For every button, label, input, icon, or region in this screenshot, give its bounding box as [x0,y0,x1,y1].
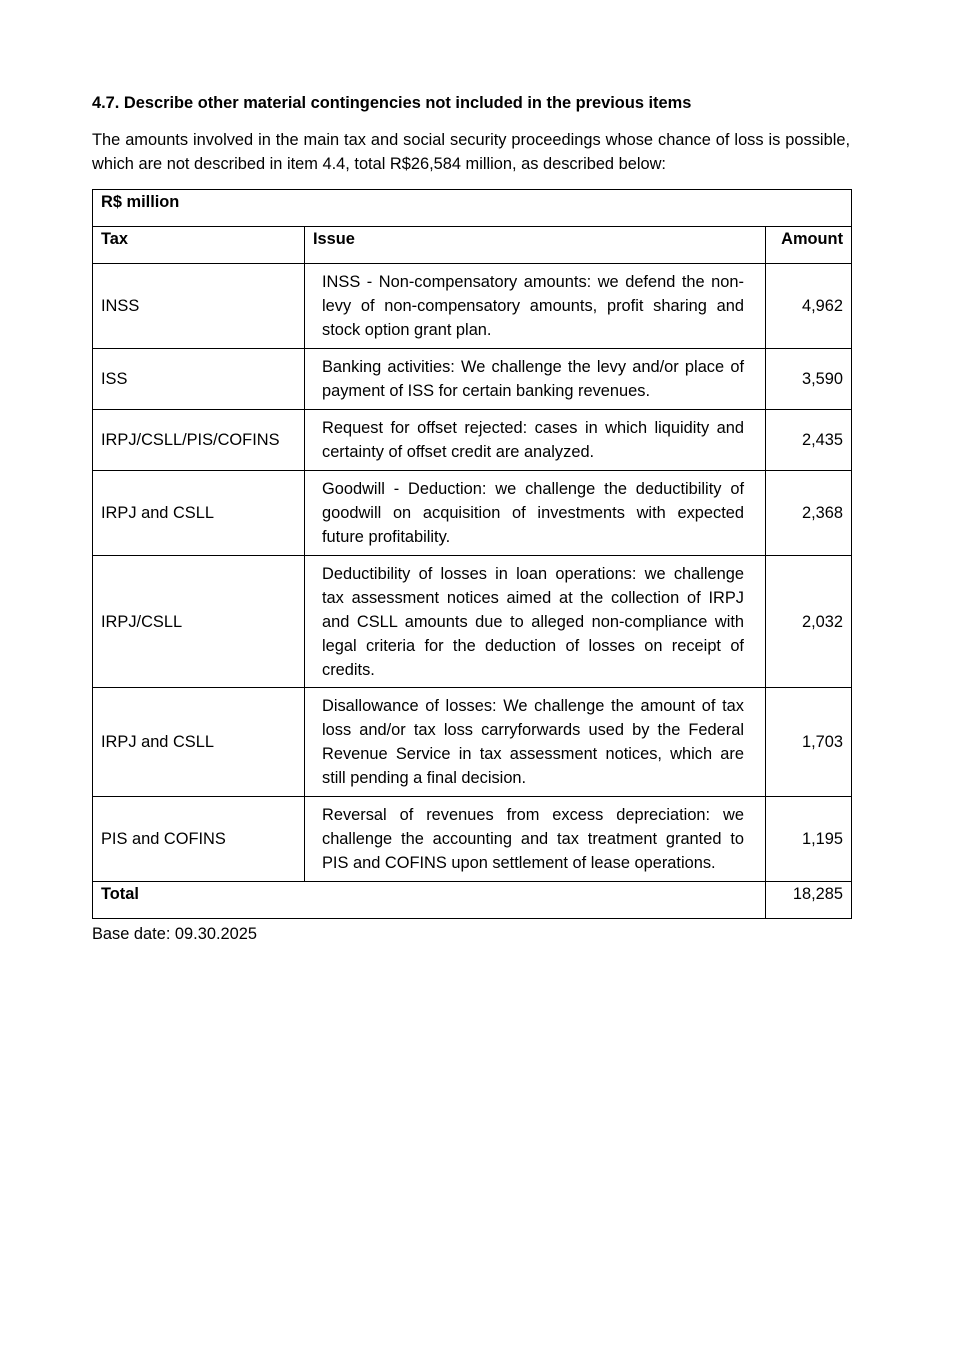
total-label: Total [93,882,766,919]
tax-cell: ISS [93,349,305,410]
table-row [93,264,852,349]
amount-cell: 4,962 [766,264,852,349]
tax-cell: IRPJ and CSLL [93,471,305,556]
column-header-amount: Amount [766,227,852,264]
issue-cell: INSS - Non-compensatory amounts: we defend the non-levy of non-compensatory amounts, profit sharing and stock option grant plan. [305,264,766,349]
table-row [93,349,852,410]
table-unit-row [93,190,852,227]
tax-cell: IRPJ/CSLL/PIS/COFINS [93,410,305,471]
amount-cell: 2,368 [766,471,852,556]
table-total-row [93,882,852,919]
column-header-tax: Tax [93,227,305,264]
amount-cell: 1,195 [766,797,852,882]
issue-cell: Request for offset rejected: cases in which liquidity and certainty of offset credit are analyzed. [305,410,766,471]
table-row [93,688,852,797]
tax-cell: IRPJ/CSLL [93,556,305,688]
issue-cell: Disallowance of losses: We challenge the amount of tax loss and/or tax loss carryforwards used by the Federal Revenue Service in tax assessment notices, which are still pending a final decision. [305,688,766,797]
amount-cell: 1,703 [766,688,852,797]
issue-cell: Goodwill - Deduction: we challenge the deductibility of goodwill on acquisition of investments with expected future profitability. [305,471,766,556]
table-row [93,471,852,556]
amount-cell: 2,435 [766,410,852,471]
amount-cell: 2,032 [766,556,852,688]
total-amount: 18,285 [766,882,852,919]
issue-cell: Deductibility of losses in loan operations: we challenge tax assessment notices aimed at the collection of IRPJ and CSLL amounts due to alleged non-compliance with legal criteria for the deduction of losses on receipt of credits. [305,556,766,688]
tax-cell: IRPJ and CSLL [93,688,305,797]
issue-cell: Banking activities: We challenge the levy and/or place of payment of ISS for certain banking revenues. [305,349,766,410]
tax-cell: PIS and COFINS [93,797,305,882]
section-title: 4.7. Describe other material contingencies not included in the previous items [92,94,692,112]
amount-cell: 3,590 [766,349,852,410]
table-row [93,410,852,471]
table-header-row [93,227,852,264]
base-date-note: Base date: 09.30.2025 [92,925,257,943]
issue-cell: Reversal of revenues from excess depreciation: we challenge the accounting and tax treatment granted to PIS and COFINS upon settlement of lease operations. [305,797,766,882]
unit-label: R$ million [93,190,852,227]
contingencies-table [92,189,852,919]
table-row [93,797,852,882]
column-header-issue: Issue [305,227,766,264]
table-row [93,556,852,688]
intro-paragraph: The amounts involved in the main tax and social security proceedings whose chance of loss is possible, which are not described in item 4.4, total R$26,584 million, as described below: [92,131,850,173]
tax-cell: INSS [93,264,305,349]
